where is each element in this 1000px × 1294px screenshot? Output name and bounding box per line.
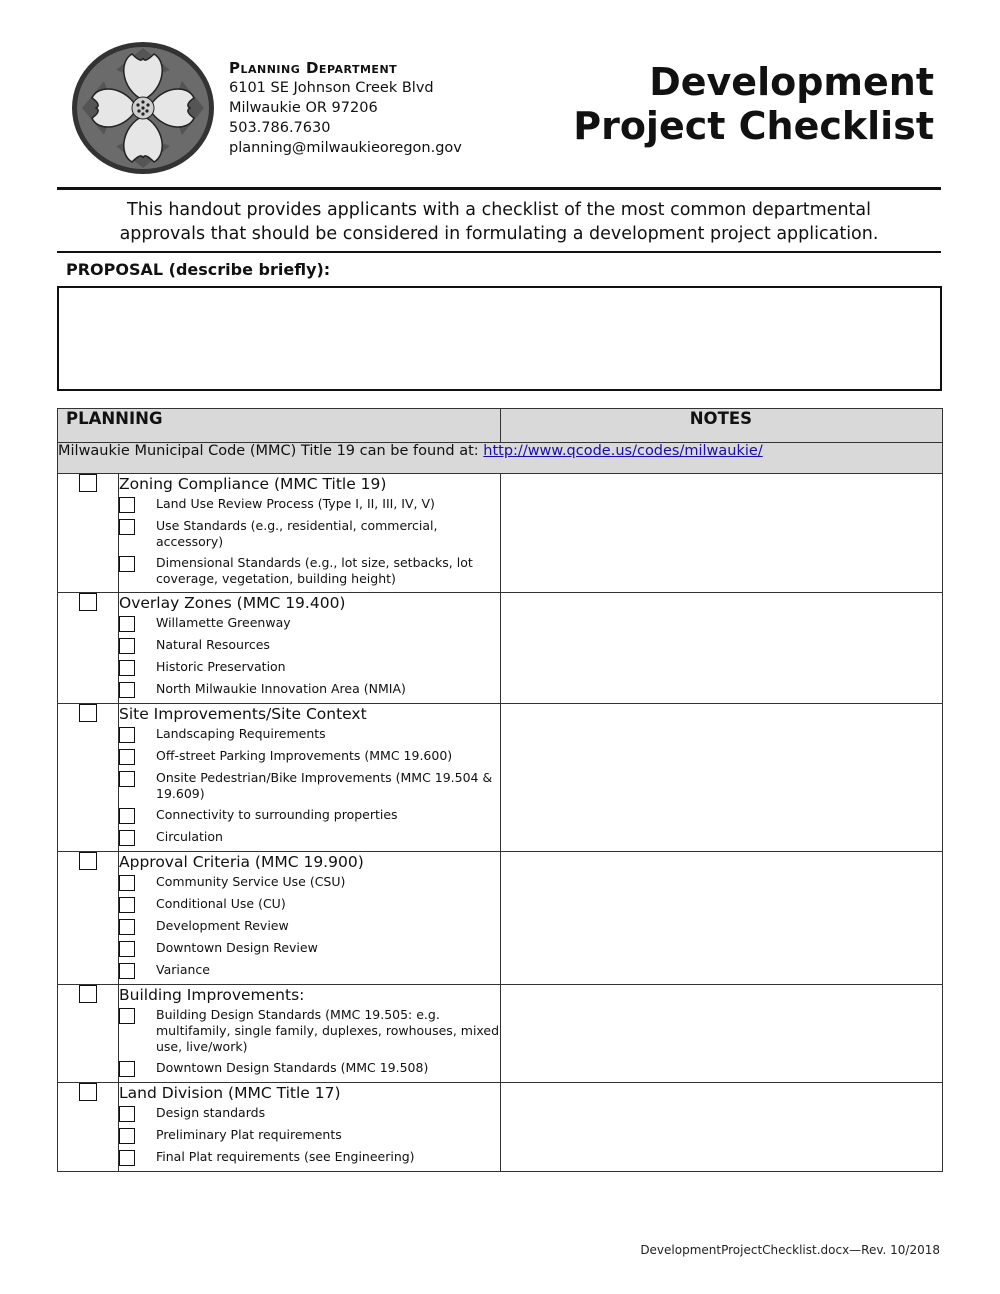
checklist-sections <box>58 474 943 1172</box>
section-notes-field[interactable] <box>501 852 943 985</box>
checklist-item <box>119 874 500 891</box>
proposal-input[interactable] <box>57 286 942 391</box>
item-checkbox[interactable] <box>119 556 135 572</box>
item-checkbox[interactable] <box>119 616 135 632</box>
section-title: Site Improvements/Site Context <box>119 705 367 723</box>
title-line-1: Development <box>649 60 934 104</box>
checklist-table <box>57 408 943 1172</box>
checklist-item <box>119 807 500 824</box>
item-label: Final Plat requirements (see Engineering) <box>156 1149 415 1164</box>
item-checkbox[interactable] <box>119 1061 135 1077</box>
item-label: Preliminary Plat requirements <box>156 1127 342 1142</box>
item-label: Variance <box>156 962 210 977</box>
section-title: Land Division (MMC Title 17) <box>119 1084 341 1102</box>
checklist-item <box>119 659 500 676</box>
document-title <box>573 60 934 148</box>
checklist-item <box>119 637 500 654</box>
table-header-row <box>58 409 943 443</box>
item-label: Community Service Use (CSU) <box>156 874 346 889</box>
intro-line-1: This handout provides applicants with a checklist of the most common departmental <box>127 200 871 220</box>
item-label: Connectivity to surrounding properties <box>156 807 398 822</box>
item-label: Building Design Standards (MMC 19.505: e.g. multifamily, single family, duplexes, rowhouses, mixed use, live/work) <box>156 1007 500 1054</box>
section-checkbox-cell <box>58 474 119 593</box>
checklist-item <box>119 1149 500 1166</box>
checklist-item <box>119 1105 500 1122</box>
checklist-item <box>119 1127 500 1144</box>
checklist-item <box>119 962 500 979</box>
item-checkbox[interactable] <box>119 963 135 979</box>
checklist-item <box>119 918 500 935</box>
item-checkbox[interactable] <box>119 1128 135 1144</box>
checklist-item <box>119 940 500 957</box>
checklist-section-row <box>58 474 943 593</box>
mmc-reference <box>58 443 943 474</box>
mmc-reference-text: Milwaukie Municipal Code (MMC) Title 19 can be found at: <box>58 443 479 459</box>
section-checkbox-cell <box>58 852 119 985</box>
section-checkbox-cell <box>58 593 119 704</box>
mmc-reference-row <box>58 443 943 474</box>
section-checkbox-cell <box>58 985 119 1083</box>
section-notes-field[interactable] <box>501 593 943 704</box>
section-checkbox-cell <box>58 704 119 852</box>
section-title: Overlay Zones (MMC 19.400) <box>119 594 346 612</box>
checklist-item <box>119 1060 500 1077</box>
address-line-1: 6101 SE Johnson Creek Blvd <box>229 80 434 96</box>
checklist-item <box>119 726 500 743</box>
item-checkbox[interactable] <box>119 919 135 935</box>
notes-column-header: NOTES <box>501 409 943 443</box>
intro-divider <box>57 251 941 253</box>
section-items-cell <box>119 593 501 704</box>
checklist-section-row <box>58 985 943 1083</box>
proposal-label: PROPOSAL (describe briefly): <box>66 260 331 279</box>
item-checkbox[interactable] <box>119 749 135 765</box>
item-checkbox[interactable] <box>119 638 135 654</box>
item-checkbox[interactable] <box>119 808 135 824</box>
checklist-item <box>119 1007 500 1055</box>
checklist-item <box>119 770 500 802</box>
section-notes-field[interactable] <box>501 1083 943 1172</box>
section-items-cell <box>119 1083 501 1172</box>
checklist-section-row <box>58 852 943 985</box>
section-notes-field[interactable] <box>501 474 943 593</box>
mmc-link[interactable]: http://www.qcode.us/codes/milwaukie/ <box>483 443 763 459</box>
item-label: Downtown Design Review <box>156 940 318 955</box>
item-checkbox[interactable] <box>119 941 135 957</box>
item-checkbox[interactable] <box>119 875 135 891</box>
section-checkbox-cell <box>58 1083 119 1172</box>
item-label: Use Standards (e.g., residential, commercial, accessory) <box>156 518 438 549</box>
checklist-item <box>119 615 500 632</box>
title-line-2: Project Checklist <box>573 104 934 148</box>
item-label: Development Review <box>156 918 289 933</box>
item-label: Circulation <box>156 829 223 844</box>
footer-revision: DevelopmentProjectChecklist.docx—Rev. 10/2018 <box>640 1243 940 1257</box>
checklist-section-row <box>58 1083 943 1172</box>
checklist-section-row <box>58 593 943 704</box>
department-name: Planning Department <box>229 59 398 77</box>
section-notes-field[interactable] <box>501 704 943 852</box>
item-checkbox[interactable] <box>119 897 135 913</box>
section-items-cell <box>119 474 501 593</box>
item-checkbox[interactable] <box>119 682 135 698</box>
section-items-cell <box>119 985 501 1083</box>
section-items-cell <box>119 852 501 985</box>
department-info <box>229 58 462 158</box>
item-checkbox[interactable] <box>119 1150 135 1166</box>
top-divider <box>57 187 941 190</box>
item-checkbox[interactable] <box>119 519 135 535</box>
checklist-item <box>119 896 500 913</box>
item-label: Natural Resources <box>156 637 270 652</box>
item-label: Landscaping Requirements <box>156 726 326 741</box>
checklist-item <box>119 518 500 550</box>
planning-column-header: PLANNING <box>58 409 501 443</box>
checklist-item <box>119 748 500 765</box>
dogwood-flower-icon <box>70 40 216 176</box>
email-address: planning@milwaukieoregon.gov <box>229 140 462 156</box>
item-label: Historic Preservation <box>156 659 286 674</box>
intro-line-2: approvals that should be considered in formulating a development project application. <box>119 224 879 244</box>
item-label: Design standards <box>156 1105 266 1120</box>
intro-text <box>57 198 941 246</box>
item-label: Land Use Review Process (Type I, II, III, IV, V) <box>156 496 435 511</box>
item-checkbox[interactable] <box>119 830 135 846</box>
section-title: Approval Criteria (MMC 19.900) <box>119 853 364 871</box>
section-checkbox[interactable] <box>79 474 97 492</box>
checklist-section-row <box>58 704 943 852</box>
item-checkbox[interactable] <box>119 727 135 743</box>
section-checkbox[interactable] <box>79 985 97 1003</box>
item-label: Downtown Design Standards (MMC 19.508) <box>156 1060 429 1075</box>
phone-number: 503.786.7630 <box>229 120 331 136</box>
section-notes-field[interactable] <box>501 985 943 1083</box>
section-items-cell <box>119 704 501 852</box>
checklist-item <box>119 829 500 846</box>
section-checkbox[interactable] <box>79 704 97 722</box>
city-logo <box>70 40 216 176</box>
item-checkbox[interactable] <box>119 1008 135 1024</box>
item-label: Willamette Greenway <box>156 615 291 630</box>
item-label: Conditional Use (CU) <box>156 896 286 911</box>
item-label: Dimensional Standards (e.g., lot size, setbacks, lot coverage, vegetation, building height) <box>156 555 473 586</box>
item-checkbox[interactable] <box>119 771 135 787</box>
checklist-item <box>119 681 500 698</box>
item-checkbox[interactable] <box>119 1106 135 1122</box>
section-title: Building Improvements: <box>119 986 305 1004</box>
item-label: North Milwaukie Innovation Area (NMIA) <box>156 681 406 696</box>
item-checkbox[interactable] <box>119 660 135 676</box>
checklist-item <box>119 496 500 513</box>
section-checkbox[interactable] <box>79 852 97 870</box>
section-checkbox[interactable] <box>79 1083 97 1101</box>
checklist-item <box>119 555 500 587</box>
item-label: Off-street Parking Improvements (MMC 19.600) <box>156 748 453 763</box>
address-line-2: Milwaukie OR 97206 <box>229 100 378 116</box>
item-checkbox[interactable] <box>119 497 135 513</box>
section-title: Zoning Compliance (MMC Title 19) <box>119 475 387 493</box>
item-label: Onsite Pedestrian/Bike Improvements (MMC 19.504 & 19.609) <box>156 770 493 801</box>
section-checkbox[interactable] <box>79 593 97 611</box>
